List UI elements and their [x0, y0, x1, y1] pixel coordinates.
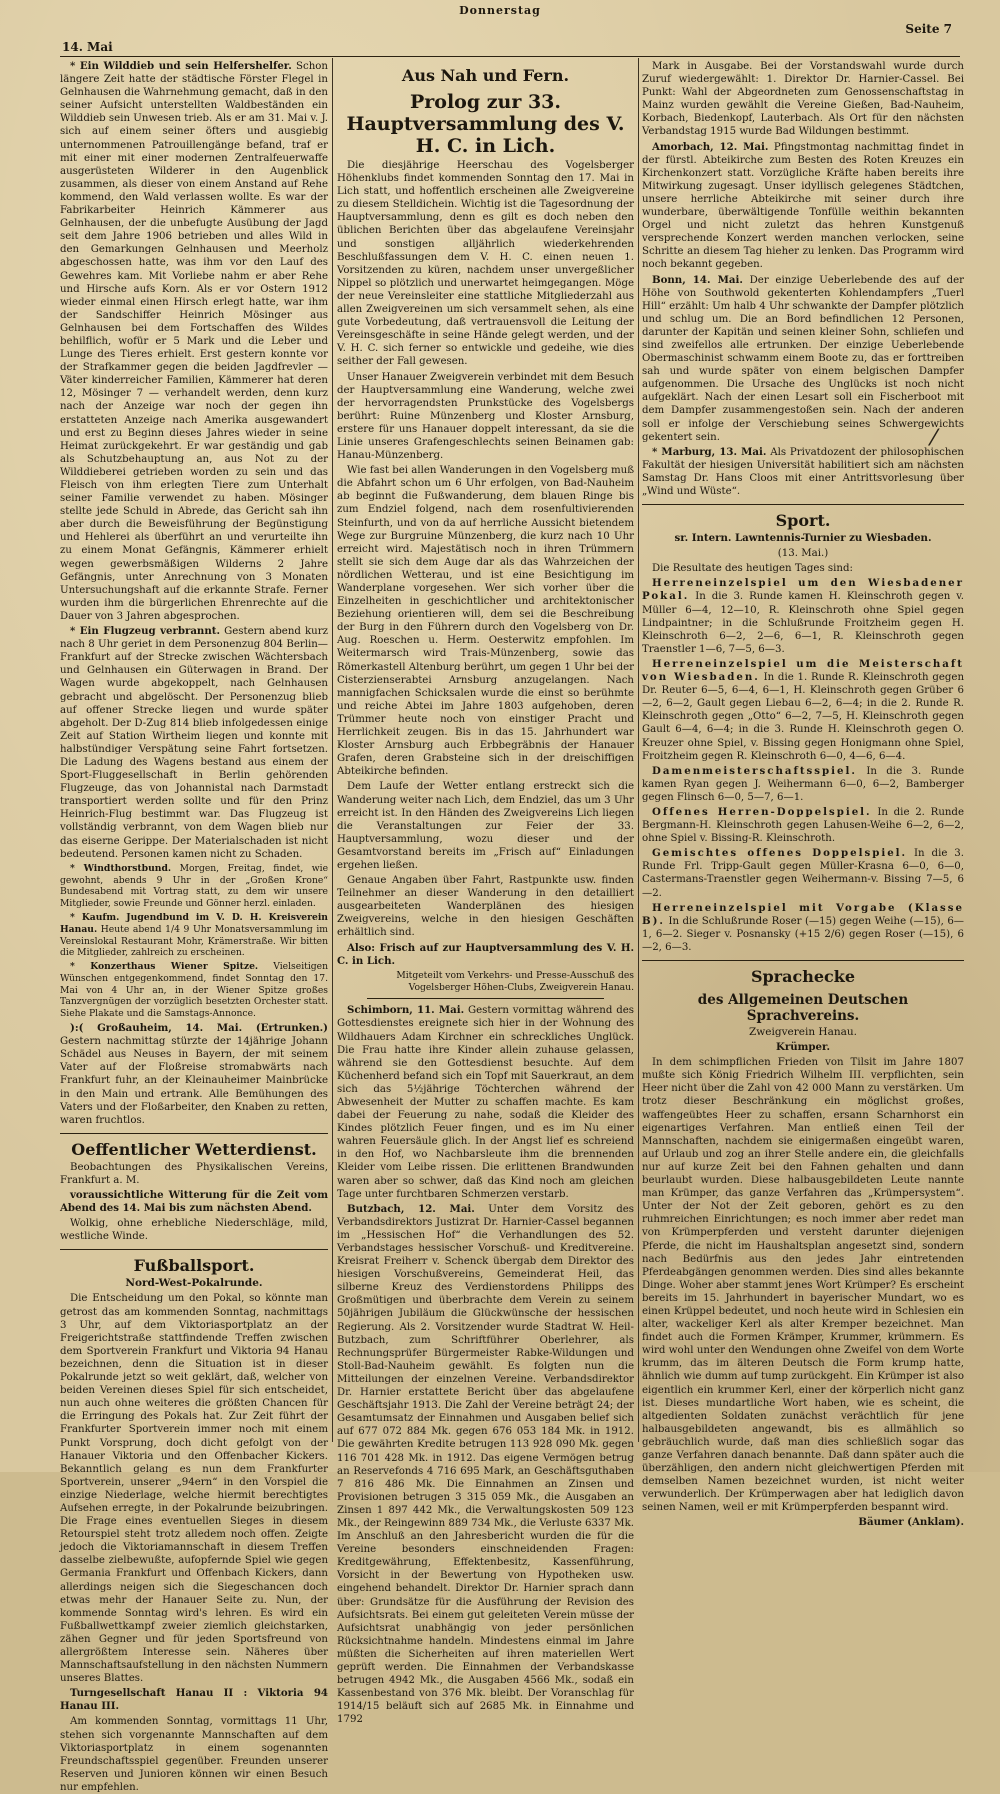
column-divider — [638, 58, 639, 1442]
prolog-paragraph: Dem Laufe der Wetter entlang erstreckt sich die Wanderung weiter nach Lich, dem Endziel, das um 3 Uhr erreicht ist. In den Händen des Zweigvereins Lich liegen die Veranstaltungen zur Feier der 33. Hauptversammlung, wozu dieser und der Gesamtvorstand bereits im „Frisch auf“ Einladungen ergehen ließen. — [337, 781, 634, 871]
sprachecke-topic: Krümper. — [776, 1041, 830, 1054]
article-text: Pfingstmontag nachmittag findet in der fürstl. Abteikirche zum Besten des Roten Kreuzes ein Kirchenkonzert statt. Vorzügliche Kräfte haben bereits ihre Mitwirkung zugesagt. Unser idyllisch gelegenes Städtchen, unsere herrliche Abteikirche mit seiner durch ihre wunderbare, überwältigende Tonfülle weithin bekannten Orgel und nicht zuletzt das hehren Kunstgenuß versprechende Konzert werden manchen verlocken, seine Schritte an diesem Tag hieher zu lenken. Das Programm wird noch bekannt gegeben. — [642, 141, 964, 271]
notice-text: Heute abend 1/4 9 Uhr Monatsversammlung im Vereinslokal Restaurant Mohr, Krämerstraße. Wir bitten die Mitglieder, zahlreich zu erscheinen. — [60, 923, 329, 959]
tennis-event-text: In die 3. Runde kamen Ryan gegen J. Weihermann 6—0, 6—2, Bamberger gegen Flinsch 6—0, 5—7, 6—1. — [642, 765, 964, 803]
weather-forecast-title: voraussichtliche Witterung für die Zeit vom Abend des 14. Mai bis zum nächsten Abend. — [60, 1189, 328, 1215]
article-text: Gestern vormittag während des Gottesdienstes ereignete sich hier in der Wohnung des Wildhauers Adam Kirchner ein schreckliches Unglück. Die Frau hatte ihre Kinder allein zuhause gelassen, während sie den Gottesdienst besuchte. Auf dem Küchenherd befand sich ein Topf mit Sauerkraut, an dem sich das 5½jährige Töchterchen während der Abwesenheit der Mutter zu schaffen machte. Es kam dabei der Feuerung zu nahe, sodaß die Kleider des Kindes plötzlich Feuer fingen, und es im Nu einer wahren Feuersäule glich. In der Angst lief es schreiend in den Hof, wo Nachbarsleute ihm die brennenden Kleider vom Leibe rissen. Die erlittenen Brandwunden waren aber so schwer, daß das Kind noch am gleichen Tage unter furchtbaren Schmerzen verstarb. — [337, 1005, 634, 1200]
article-title: * Marburg, 13. Mai. — [652, 445, 767, 458]
article-title: ):( Großauheim, 14. Mai. (Ertrunken.) — [70, 1022, 328, 1035]
section-rule — [642, 504, 964, 505]
article-title: * Ein Flugzeug verbrannt. — [70, 625, 220, 638]
article-title: Butzbach, 12. Mai. — [347, 1202, 475, 1215]
tennis-event-text: In die 1. Runde R. Kleinschroth gegen Dr. Reuter 6—5, 6—4, 6—1, H. Kleinschroth gegen Grüber 6—2, 6—2, Gault gegen Liebau 6—2, 6—4; in die 2. Runde R. Kleinschroth gegen „Otto“ 6—2, 7—5, H. Kleinschroth gegen Gault 6—4, 6—4; in die 3. Runde H. Kleinschroth gegen O. Kreuzer ohne Spiel, v. Bissing gegen Honigmann ohne Spiel, Froitzheim gegen R. Kleinschroth 6—0, 4—6, 6—4. — [642, 672, 965, 762]
sprachecke-text: In dem schimpflichen Frieden von Tilsit im Jahre 1807 mußte sich König Friedrich Wilhelm III. verpflichten, sein Heer nicht über die Zahl von 42 000 Mann zu verstärken. Um trotz dieser Beschränkung ein möglichst großes, waffengeübtes Heer zu schaffen, ersann Scharnhorst ein eigenartiges Verfahren. Man entließ einen Teil der Mannschaften, nachdem sie einigermaßen eingeübt waren, auf Urlaub und zog an ihrer Stelle andere ein, die gleichfalls nur auf kurze Zeit bei den Fahnen gehalten und dann beurlaubt wurden. Diese halbausgebildeten Leute nannte man Krümper, das ganze Verfahren das „Krümpersystem“. Unter der Not der Zeit geboren, gehört es zu den ruhmreichen Einrichtungen; es noch immer aber redet man von Krümperpferden und versteht darunter diejenigen Pferde, die nicht im Haushaltsplan angesetzt sind, sondern nach Bedürfnis aus den jedes Jahr eintretenden Pferdeabgängen genommen werden. Dies sind alles bekannte Dinge. Woher aber stammt jenes Wort Krümper? Es erscheint bereits im 15. Jahrhundert in bayerischer Mundart, wo es einen Krüppel bedeutet, und noch heute wird in Schlesien ein alter, wackeliger Kerl als alter Kremper bezeichnet. Man findet auch die Formen Krämper, Krummer, krümmern. Es wird wohl unter den Wendungen ohne Zweifel von dem Worte krumm, das im älteren Deutsch die Form krump hatte, ähnlich wie dumm auf tump zurückgeht. Ein Krümper ist also eigentlich ein krummer Kerl, einer der körperlich nicht ganz ist. Dieses mundartliche Wort haben, wie es scheint, die altgedienten Soldaten zunächst verächtlich für jene halbausgebildeten angewandt, bis es allmählich so gebräuchlich wurde, daß man dies schließlich sogar das ganze Verfahren danach benannte. Daß dann später auch die überzähligen, den andern nicht gleichwertigen Pferden mit demselben Namen bezeichnet wurden, ist nicht weiter verwunderlich. Der Krümperwagen aber hat lediglich davon seinen Namen, weil er mit Krümperpferden bespannt wird. — [642, 1057, 964, 1514]
article-text: Der einzige Ueberlebende des auf der Höhe von Southwold gekenterten Kohlendampfers „Tuerl Hill“ erzählt: Um halb 4 Uhr schwankte der Dampfer plötzlich und schlug um. Die an Bord befindlichen 12 Personen, darunter der Kapitän und seinen kleiner Sohn, schliefen und sind zweifellos alle ertrunken. Der einzige Ueberlebende Obermaschinist schwamm einem Boote zu, das er forttreiben sah und wurde später von einem belgischen Dampfer aufgenommen. Die Ursache des Unglücks ist noch nicht aufgeklärt. Nach der einen Lesart soll ein Fischerboot mit dem Dampfer zusammengestoßen sein. Nach der anderen soll er infolge der Verschiebung seines Schwergewichts gekentert sein. — [642, 274, 964, 443]
tennis-result — [642, 577, 964, 656]
article-flugzeug — [60, 625, 328, 861]
page-header — [0, 0, 1000, 56]
article-title: Amorbach, 12. Mai. — [652, 140, 769, 153]
article-text: Als Privatdozent der philosophischen Fakultät der hiesigen Universität habilitiert sich am nächsten Samstag Dr. Hans Cloos mit einer Antrittsvorlesung über „Wind und Wüste“. — [642, 446, 964, 497]
notice-jugendbund — [60, 912, 328, 959]
prolog-heading: Prolog zur 33. Hauptversammlung des V. H. C. in Lich. — [346, 91, 625, 157]
weekday: Donnerstag — [459, 4, 541, 17]
tennis-result — [642, 806, 964, 845]
football-match-title: Turngesellschaft Hanau II : Viktoria 94 Hanau III. — [60, 1687, 328, 1713]
sprachverein-heading: des Allgemeinen Deutschen Sprachvereins. — [697, 992, 909, 1024]
tennis-heading: sr. Intern. Lawntennis-Turnier zu Wiesbaden. — [674, 532, 932, 545]
article-butzbach — [337, 1203, 634, 1727]
tennis-event-title: Herreneinzelspiel um die Meisterschaft von Wiesbaden. — [642, 657, 964, 684]
column-3 — [642, 60, 965, 1529]
weather-forecast: Wolkig, ohne erhebliche Niederschläge, mild, westliche Winde. — [60, 1218, 328, 1243]
article-grossauheim — [60, 1022, 328, 1127]
tennis-result — [642, 847, 964, 899]
prolog-paragraph: Die diesjährige Heerschau des Vogelsberger Höhenklubs findet kommenden Sonntag den 17. Mai in Lich statt, und hoffentlich erscheinen alle Zweigvereine zu diesem Stelldichein. Wichtig ist die Tagesordnung der Hauptversammlung, denn es gilt es doch neben den üblichen Berichten über das abgelaufene Vereinsjahr und sonstigen alljährlich wiederkehrenden Beschlußfassungen dem V. H. C. einen neuen 1. Vorsitzenden zu küren, nachdem unser unvergeßlicher Nippel so plötzlich und unerwartet heimgegangen. Möge der neue Vereinsleiter eine stattliche Mitgliederzahl aus allen Zweigvereinen um sich versammelt sehen, als eine gute Vorbedeutung, daß vertrauensvoll die Leitung der Vereinsgeschäfte in seine Hände gelegt werden, und der V. H. C. sich ferner so entwickle und gedeihe, wie dies seither der Fall gewesen. — [337, 160, 634, 368]
football-subheading: Nord-West-Pokalrunde. — [125, 1277, 263, 1290]
notice-text: Morgen, Freitag, findet, wie gewohnt, abends 9 Uhr in der „Großen Krone“ Bundesabend mit Vortrag statt, zu dem wir unsere Mitglieder, sowie Freunde und Gönner herzl. einladen. — [60, 862, 329, 910]
column-1 — [60, 60, 329, 1793]
prolog-paragraph: Genaue Angaben über Fahrt, Rastpunkte usw. finden Teilnehmer an dieser Wanderung in den detailliert ausgearbeiteten Wanderplänen des hiesigen Zweigvereins, welche in den hiesigen Geschäften erhältlich sind. — [337, 875, 634, 939]
article-text: Gestern nachmittag stürzte der 14jährige Johann Schädel aus Neuses in Bayern, der mit seinem Vater auf der Floßreise stromabwärts nach Frankfurt fuhr, an der Kleinauheimer Mainbrücke in den Main und ertrank. Alle Bemühungen des Vaters und der Floßarbeiter, den Knaben zu retten, waren fruchtlos. — [60, 1036, 328, 1126]
prolog-paragraph: Wie fast bei allen Wanderungen in den Vogelsberg muß die Abfahrt schon um 6 Uhr erfolgen, von Bad-Nauheim ab beginnt die Fußwanderung, dem blauen Ringe bis zum Endziel folgend, nach dem rosenfultivierenden Steinfurth, und von da auf herrliche Aussicht bietendem Wege zur Burgruine Münzenberg, die kurz nach 10 Uhr erreicht wird. Majestätisch noch in ihren Trümmern stellt sie sich dem Auge dar als das Wahrzeichen der nördlichen Wetterau, und ist eine Besichtigung im Wanderplane vorgesehen. Wer sich vorher über die Einzelheiten in geschichtlicher und architektonischer Beziehung orientieren will, dem sei die Beschreibung der Burg in den Führern durch den Vogelsberg von Dr. Aug. Roeschen u. Herm. Oesterwitz empfohlen. Im Weitermarsch wird Trais-Münzenberg, sowie das Römerkastell Altenburg berührt, um gegen 1 Uhr bei der Cisterzienserabtei Arnsburg anzugelangen. Nach mannigfachen Schicksalen wurde die einst so berühmte und reiche Abtei im Jahre 1803 aufgehoben, deren Trümmer heute noch von einstiger Pracht und Herrlichkeit zeugen. Bis in das 15. Jahrhundert war Kloster Arnsburg auch Erbbegräbnis der Hanauer Grafen, deren Grabsteine sich in der dreischiffigen Abteikirche befinden. — [337, 465, 635, 778]
tennis-event-text: In die 3. Runde kamen H. Kleinschroth gegen v. Müller 6—4, 12—10, R. Kleinschroth ohne Spiel gegen Lindpaintner; in die Schlußrunde Froitzheim gegen H. Kleinschroth 6—2, 2—6, 6—1, R. Kleinschroth gegen Traenstler 1—6, 7—5, 6—3. — [642, 591, 964, 655]
notice-title: * Windthorstbund. — [70, 862, 172, 874]
tennis-date: (13. Mai.) — [777, 548, 829, 560]
football-heading: Fußballsport. — [133, 1256, 255, 1276]
prolog-signature: Mitgeteilt vom Verkehrs- und Presse-Ausschuß des Vogelsberger Höhen-Clubs, Zweigverein Hanau. — [396, 969, 634, 993]
column-2 — [337, 60, 635, 1726]
tennis-result — [642, 902, 964, 954]
notice-title: * Konzerthaus Wiener Spitze. — [70, 961, 259, 973]
pencil-mark-icon: ⁄ — [932, 426, 936, 451]
article-text: Gestern abend kurz nach 8 Uhr geriet in dem Personenzug 804 Berlin—Frankfurt auf der Strecke zwischen Wächtersbach und Gelnhausen ein Güterwagen in Brand. Der Wagen wurde abgekoppelt, nach Gelnhausen gebracht und abgelöscht. Der Personenzug blieb auf offener Strecke liegen und wurde später abgeholt. Der D-Zug 814 blieb infolgedessen einige Zeit auf Station Wirtheim liegen und konnte mit halbstündiger Verspätung seine Fahrt fortsetzen. Die Ladung des Wagens bestand aus einem der Sport-Fluggesellschaft in Berlin gehörenden Flugzeuge, das von Johannistal nach Darmstadt transportiert werden sollte und für den Prinz Heinrich-Flug bestimmt war. Das Flugzeug ist vollständig verbrannt, von dem Wagen blieb nur das eiserne Gerippe. Der Materialschaden ist nicht bedeutend. Personen kamen nicht zu Schaden. — [60, 626, 328, 860]
article-marburg — [642, 446, 964, 498]
prolog-paragraph: Unser Hanauer Zweigverein verbindet mit dem Besuch der Hauptversammlung eine Wanderung, welche zwei der hervorragendsten Prunkstücke des Vogelsbergs berührt: Ruine Münzenberg und Kloster Arnsburg, erstere für uns Hanauer doppelt interessant, da sie die Linie unseres Grafengeschlechts seinen Beinamen gab: Hanau-Münzenberg. — [337, 371, 634, 462]
article-amorbach — [642, 141, 964, 272]
article-bonn — [642, 274, 964, 444]
tennis-event-title: Offenes Herren-Doppelspiel. — [652, 805, 872, 818]
notice-windthorstbund — [60, 863, 328, 910]
article-text: Schon längere Zeit hatte der städtische Förster Flegel in Gelnhausen die Wahrnehmung gemacht, daß in den seiner Aufsicht unterstellten Waldbeständen ein Wilddieb sein Unwesen trieb. Als er am 31. Mai v. J. sich auf einem seiner öfters und ausgiebig unternommenen Patrouillengänge befand, traf er mit einer mit einer modernen Zentralfeuerwaffe ausgerüsteten Wilderer in den Augenblick zusammen, als dieser von einem Anstand auf Rehe kommend, den Wald verlassen wollte. Es war der Fabrikarbeiter Heinrich Kämmerer aus Gelnhausen, der die unbefugte Ausübung der Jagd seit dem Jahre 1906 betrieben und alles Wild in den Gemarkungen Gelnhausen und Meerholz abgeschossen hatte, was ihm vor den Lauf des Gewehres kam. Mit Vorliebe nahm er aber Rehe und Hirsche aufs Korn. Als er vor Ostern 1912 wieder einmal einen Hirsch erlegt hatte, war ihm der Sandschiffer Heinrich Mösinger aus Gelnhausen bei dem Fortschaffen des Wildes behilflich, wofür er 5 Mark und die Leber und Lunge des Tieres erhielt. Erst gestern konnte vor der Strafkammer gegen die beiden Jagdfrevler — Väter kinderreicher Familien, Kämmerer hat deren 12, Mösinger 7 — verhandelt werden, denn kurz nach der Anzeige war noch der gegen ihn erstatteten Anzeige nach Amerika ausgewandert und erst zu Beginn dieses Jahres wieder in seine Heimat zurückgekehrt. Er war geständig und gab als Schutzbehauptung an, aus Not zu der Wilddieberei getrieben worden zu sein und das Fleisch von ihm erlegten Tiere zum Unterhalt seiner Familie verwendet zu haben. Mösinger stellte jede Schuld in Abrede, das Gericht sah ihn aber durch die Beweisführung der Begünstigung und Hehlerei als überführt an und verurteilte ihn zu einem Monat Gefängnis, Kämmerer erhielt wegen gewerbsmäßigen Wilderns 2 Jahre Gefängnis, unter Anrechnung von 3 Monaten Untersuchungshaft auf die erkannte Strafe. Ferner wurden ihm die bürgerlichen Ehrenrechte auf die Dauer von 3 Jahren abgesprochen. — [60, 61, 328, 622]
article-rule — [367, 998, 604, 999]
notice-title: * Kaufm. Jugendbund im V. D. H. Kreisverein Hanau. — [60, 911, 328, 935]
sprachecke-signature: Bäumer (Anklam). — [858, 1516, 964, 1529]
tennis-event-text: In die Schlußrunde Roser (—15) gegen Weihe (—15), 6—1, 6—2. Sieger v. Posnansky (+15 2/6) gegen Roser (—15), 6—2, 6—3. — [642, 915, 964, 953]
tennis-result — [642, 658, 964, 763]
sprachecke-heading: Sprachecke — [750, 967, 856, 986]
section-rule — [642, 960, 964, 961]
prolog-closing: Also: Frisch auf zur Hauptversammlung des V. H. C. in Lich. — [337, 941, 634, 967]
article-title: Bonn, 14. Mai. — [652, 273, 743, 286]
tennis-event-title: Herreneinzelspiel mit Vorgabe (Klasse B). — [642, 901, 964, 927]
column-divider — [332, 58, 333, 1442]
tennis-event-text: In die 2. Runde Bergmann-H. Kleinschroth gegen Lahusen-Weihe 6—2, 6—2, ohne Spiel v. Bissing-R. Kleinschroth. — [642, 806, 964, 845]
butzbach-continued: Mark in Ausgabe. Bei der Vorstandswahl wurde durch Zuruf wiedergewählt: 1. Direktor Dr. Harnier-Cassel. Bei Punkt: Wahl der Abgeordneten zum Genossenschaftstag in Mainz wurden gewählt die Vereine Gießen, Bad-Nauheim, Korbach, Biedenkopf, Lauterbach. Als Ort für den nächsten Verbandstag 1915 wurde Bad Wildungen bestimmt. — [642, 61, 964, 138]
tennis-event-text: In die 3. Runde Frl. Tripp-Gault gegen Müller-Krasna 6—0, 6—0, Castermans-Traenstler gegen Weihermann-v. Bissing 7—5, 6—2. — [642, 848, 964, 899]
section-heading: Aus Nah und Fern. — [401, 66, 570, 85]
sprachverein-subheading: Zweigverein Hanau. — [749, 1026, 857, 1038]
tennis-intro: Die Resultate des heutigen Tages sind: — [652, 563, 853, 575]
article-title: * Ein Wilddieb und sein Helfershelfer. — [70, 60, 292, 72]
date-left: 14. Mai — [62, 40, 113, 54]
football-article: Die Entscheidung um den Pokal, so könnte man getrost das am kommenden Sonntag, nachmittags 3 Uhr, auf dem Viktoriasportplatz an der Freigerichtstraße stattfindende Treffen zwischen dem Sportverein Frankfurt und Viktoria 94 Hanau bezeichnen, denn die Situation ist in dieser Pokalrunde jetzt so weit geklärt, daß, welcher von beiden Vereinen dieses Spiel für sich entscheidet, nun auch ohne weiteres die größten Chancen für die Erringung des Pokals hat. Zur Zeit führt der Frankfurter Sportverein immer noch mit einem Punkt Vorsprung, doch dicht gefolgt von der Hanauer Viktoria und den Offenbacher Kickers. Bekanntlich gelang es nun dem Frankfurter Sportverein, unserer „94ern“ in den Vorspiel die einzige Niederlage, welche hiermit berechtigtes Aufsehen erregte, in der Pokalrunde beizubringen. Die Frage eines eventuellen Sieges in diesem Retourspiel steht trotz alledem noch offen. Zeigte jedoch die Viktoriamannschaft in diesem Treffen dasselbe zielbewußte, aufopfernde Spiel wie gegen Germania Frankfurt und Offenbach Kickers, dann allerdings neigen sich die Siegeschancen doch etwas mehr der Hanauer Seite zu. Nun, der kommende Sonntag wird's lehren. Es wird ein Fußballwettkampf zweier ziemlich gleichstarken, zähen Gegner und für jeden Sportsfreund von allergrößtem Interesse sein. Näheres über Mannschaftsaufstellung in den nächsten Nummern unseres Blattes. — [60, 1293, 328, 1685]
tennis-event-title: Herreneinzelspiel um den Wiesbadener Pokal. — [642, 577, 964, 603]
page-number: Seite 7 — [905, 22, 952, 36]
football-match-text: Am kommenden Sonntag, vormittags 11 Uhr, stehen sich vorgenannte Mannschaften auf dem Viktoriasportplatz in einem sogenannten Freundschaftsspiel gegenüber. Freunden unserer Reserven und Junioren können wir einen Besuch nur empfehlen. — [60, 1716, 328, 1793]
article-schimborn — [337, 1004, 634, 1200]
notice-text: Vielseitigen Wünschen entgegenkommend, findet Sonntag den 17. Mai von 4 Uhr an, in der Wiener Spitze großes Tanzvergnügen der vorzüglich besetzten Orchester statt. Siehe Plakate und die Samstags-Annonce. — [60, 961, 328, 1020]
tennis-event-title: Damenmeisterschaftsspiel. — [652, 764, 857, 777]
notice-konzerthaus — [60, 961, 328, 1020]
header-rule — [60, 56, 960, 57]
weather-heading: Oeffentlicher Wetterdienst. — [71, 1139, 317, 1159]
sport-heading: Sport. — [775, 511, 831, 531]
article-text: Unter dem Vorsitz des Verbandsdirektors Justizrat Dr. Harnier-Cassel begannen im „Hessischen Hof“ die Verhandlungen des 52. Verbandstages hessischer Vorschuß- und Kreditvereine. Kreisrat Freiherr v. Schenck übergab dem Direktor des hiesigen Vorschußvereins, Gemeinderat Heil, das silberne Kreuz des Verdienstordens Philipps des Großmütigen und überbrachte dem Verein zu seinem 50jährigen Jubiläum die Glückwünsche der hessischen Regierung. Als 2. Vorsitzender wurde Stadtrat W. Heil-Butzbach, zum Schriftführer Oberlehrer, als Rechnungsprüfer Bürgermeister Rabke-Wildungen und Stoll-Bad-Nauheim gewählt. Es folgten nun die Mitteilungen der einzelnen Vereine. Verbandsdirektor Dr. Harnier erstattete Bericht über das abgelaufene Geschäftsjahr 1913. Die Zahl der Vereine beträgt 24; der Gesamtumsatz der Einnahmen und Ausgaben belief sich auf 677 072 884 Mk. gegen 676 053 184 Mk. in 1912. Die gewährten Kredite betrugen 113 928 090 Mk. gegen 116 701 428 Mk. in 1912. Das eigene Vermögen betrug an Reservefonds 4 716 695 Mark, an Geschäftsguthaben 7 816 486 Mk. Die Einnahmen an Zinsen und Provisionen betrugen 3 315 059 Mk., die Ausgaben an Zinsen 1 897 442 Mk., die Verwaltungskosten 509 123 Mk., der Reingewinn 889 734 Mk., die Verluste 6337 Mk. Im Anschluß an den Jahresbericht wurden die für die Vereine besonders einschneidenden Fragen: Kreditgewährung, Effektenbesitz, Kassenführung, Vorsicht in der Bewertung von Hypotheken usw. eingehend behandelt. Direktor Dr. Harnier sprach dann über: Grundsätze für die Ausführung der Revision des Aufsichtsrats. Bei einem gut geleiteten Verein müsse der Aufsichtsrat unabhängig von jeder persönlichen Rücksichtnahme handeln. Mindestens einmal im Jahre müßten die Sicherheiten auf ihren materiellen Wert geprüft werden. Die Einnahmen der Verbandskasse betrugen 4942 Mk., die Ausgaben 4566 Mk., sodaß ein Kassenbestand von 376 Mk. bleibt. Der Voranschlag für 1914/15 beläuft sich auf 2685 Mk. in Einnahme und 1792 — [337, 1203, 634, 1726]
article-wilddieb — [60, 60, 328, 623]
section-rule — [60, 1133, 328, 1134]
article-title: Schimborn, 11. Mai. — [347, 1004, 465, 1017]
weather-intro: Beobachtungen des Physikalischen Vereins, Frankfurt a. M. — [60, 1161, 328, 1186]
tennis-event-title: Gemischtes offenes Doppelspiel. — [652, 847, 908, 860]
tennis-result — [642, 765, 964, 804]
section-rule — [60, 1249, 328, 1250]
